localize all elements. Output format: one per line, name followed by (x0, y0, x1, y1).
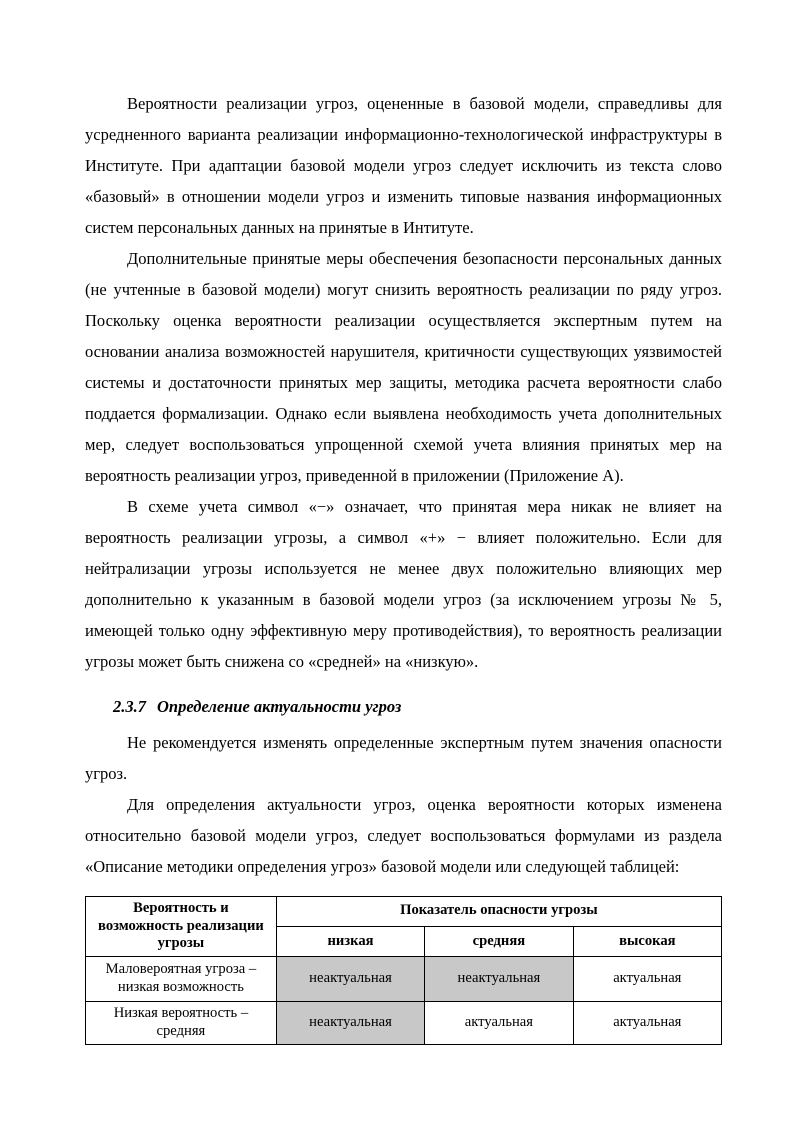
table-subheader-low: низкая (276, 926, 424, 956)
table-cell: актуальная (425, 1002, 573, 1045)
table-header-probability: Вероятность и возможность реализации угрозы (86, 896, 277, 956)
table-cell: неактуальная (425, 957, 573, 1002)
table-header-row-1 (86, 896, 722, 926)
table-cell: неактуальная (276, 1002, 424, 1045)
table-cell: неактуальная (276, 957, 424, 1002)
section-number: 2.3.7 (113, 697, 146, 717)
table-row (86, 1002, 722, 1045)
section-heading (85, 694, 722, 720)
document-body (85, 88, 722, 1045)
paragraph-1: Вероятности реализации угроз, оцененные в базовой модели, справедливы для усредненного варианта реализации информационно-технологической инфраструктуры в Институте. При адаптации базовой модели угроз следует исключить из текста слово «базовый» в отношении модели угроз и изменить типовые названия информационных систем персональных данных на принятые в Интитуте. (85, 94, 722, 238)
paragraph-5: Для определения актуальности угроз, оценка вероятности которых изменена относительно базовой модели угроз, следует воспользоваться формулами из раздела «Описание методики определения угроз» базовой модели или следующей таблицей: (85, 794, 722, 876)
table-row-label: Маловероятная угроза – низкая возможность (86, 957, 277, 1002)
table-row (86, 957, 722, 1002)
threat-relevance-table-wrapper (85, 896, 722, 1045)
table-subheader-medium: средняя (425, 926, 573, 956)
threat-relevance-table (85, 896, 722, 1045)
section-title: Определение актуальности угроз (157, 697, 402, 717)
paragraph-4: Не рекомендуется изменять определенные экспертным путем значения опасности угроз. (85, 732, 722, 783)
table-row-label: Низкая вероятность – средняя (86, 1002, 277, 1045)
table-cell: актуальная (573, 1002, 721, 1045)
table-header-danger: Показатель опасности угрозы (276, 896, 721, 926)
paragraph-3: В схеме учета символ «−» означает, что принятая мера никак не влияет на вероятность реализации угрозы, а символ «+» − влияет положительно. Если для нейтрализации угрозы используется не менее двух положительно влияющих мер дополнительно к указанным в базовой модели угроз (за исключением угрозы № 5, имеющей только одну эффективную меру противодействия), то вероятность реализации угрозы может быть снижена со «средней» на «низкую». (85, 497, 722, 672)
table-cell: актуальная (573, 957, 721, 1002)
table-subheader-high: высокая (573, 926, 721, 956)
paragraph-2: Дополнительные принятые меры обеспечения безопасности персональных данных (не учтенные в базовой модели) могут снизить вероятность реализации по ряду угроз. Поскольку оценка вероятности реализации осуществляется экспертным путем на основании анализа возможностей нарушителя, критичности существующих уязвимостей системы и достаточности принятых мер защиты, методика расчета вероятности слабо поддается формализации. Однако если выявлена необходимость учета дополнительных мер, следует воспользоваться упрощенной схемой учета влияния принятых мер на вероятность реализации угроз, приведенной в приложении (Приложение А). (85, 249, 722, 486)
